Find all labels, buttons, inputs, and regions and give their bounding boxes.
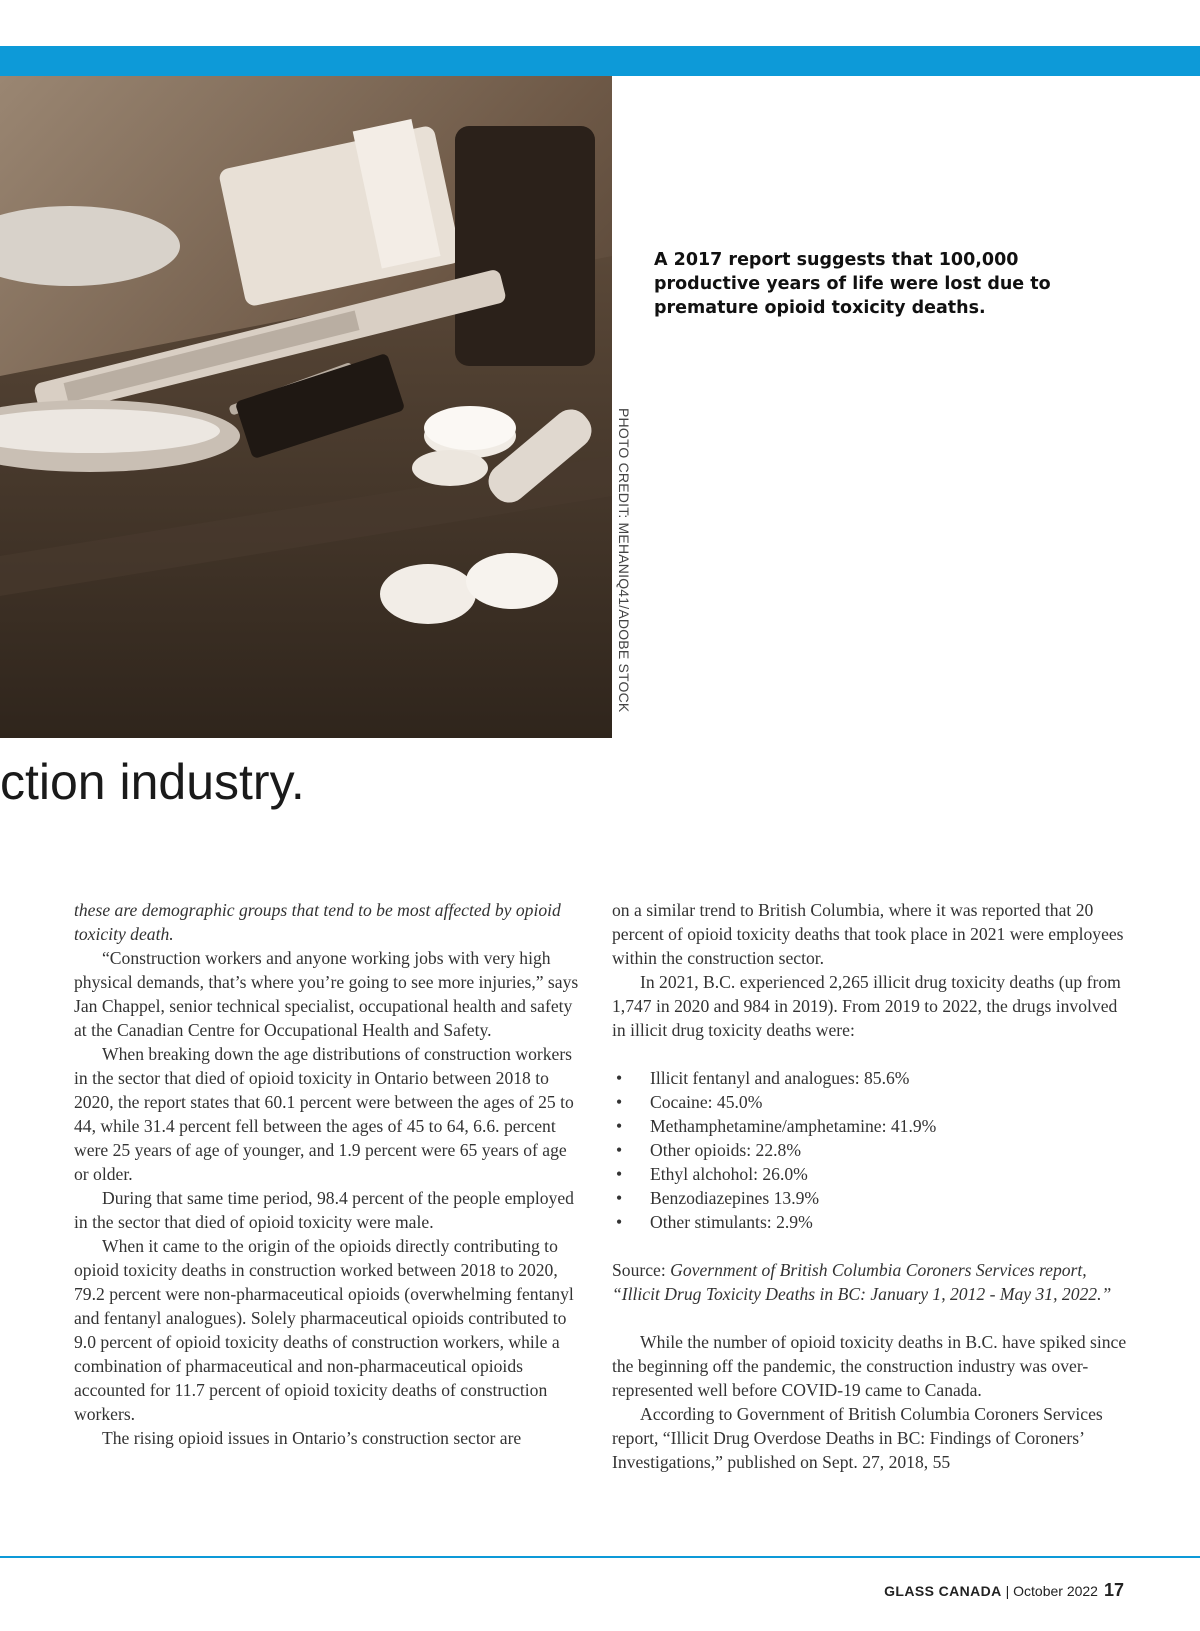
photo-credit: PHOTO CREDIT: MEHANIQ41/ADOBE STOCK [616,408,632,713]
footer-rule [0,1556,1200,1558]
source-label: Source: [612,1260,671,1280]
article-column-left [74,898,584,1450]
bullet-icon: • [616,1212,623,1232]
page-number: 17 [1103,1580,1124,1600]
footer-separator: | [1001,1583,1014,1599]
issue-date: October 2022 [1013,1583,1098,1599]
paragraph: According to Government of British Columbia Coroners Services report, “Illicit Drug Overdose Deaths in BC: Findings of Coroners’ Investigations,” published on Sept. 27, 2018, 55 [612,1404,1103,1472]
article-column-right [612,898,1132,1474]
paragraph: During that same time period, 98.4 percent of the people employed in the sector that died of opioid toxicity were male. [74,1188,574,1232]
bullet-icon: • [616,1092,623,1112]
paragraph: In 2021, B.C. experienced 2,265 illicit drug toxicity deaths (up from 1,747 in 2020 and 984 in 2019). From 2019 to 2022, the drugs involved in illicit drug toxicity deaths were: [612,972,1121,1040]
list-item: • Methamphetamine/amphetamine: 41.9% [616,1116,937,1136]
page-footer [884,1580,1124,1601]
paragraph: these are demographic groups that tend to be most affected by opioid toxicity death. [74,900,561,944]
drug-list [612,1066,1132,1234]
paragraph: The rising opioid issues in Ontario’s construction sector are [102,1428,522,1448]
paragraph: “Construction workers and anyone working jobs with very high physical demands, that’s where you’re going to see more injuries,” says Jan Chappel, senior technical specialist, occupational health and safety at the Canadian Centre for Occupational Health and Safety. [74,948,579,1040]
photo-illustration [0,76,612,738]
list-item: • Ethyl alchohol: 26.0% [616,1164,808,1184]
publication-name: GLASS CANADA [884,1583,1002,1599]
bullet-icon: • [616,1164,623,1184]
paragraph: When it came to the origin of the opioids directly contributing to opioid toxicity deaths in construction worked between 2018 to 2020, 79.2 percent were non-pharmaceutical opioids (overwhelming fentanyl and fentanyl analogues). Solely pharmaceutical opioids contributed to 9.0 percent of opioid toxicity deaths of construction workers, while a combination of pharmaceutical and non-pharmaceutical opioids accounted for 11.7 percent of opioid toxicity deaths of construction workers. [74,1236,574,1424]
paragraph: While the number of opioid toxicity deaths in B.C. have spiked since the beginning off the pandemic, the construction industry was over-represented well before COVID-19 came to Canada. [612,1332,1127,1400]
list-item: • Benzodiazepines 13.9% [616,1188,820,1208]
list-item: • Cocaine: 45.0% [616,1092,763,1112]
pull-quote: A 2017 report suggests that 100,000 productive years of life were lost due to premature opioid toxicity deaths. [654,250,1051,318]
drug-paraphernalia-photo [0,76,612,738]
paragraph: When breaking down the age distributions of construction workers in the sector that died of opioid toxicity in Ontario between 2018 to 2020, the report states that 60.1 percent were between the ages of 25 to 44, while 31.4 percent fell between the ages of 45 to 64, 6.6. percent were 25 years of age of younger, and 1.9 percent were 65 years of age or older. [74,1044,574,1184]
list-item: • Other stimulants: 2.9% [616,1212,813,1232]
headline-fragment: ction industry. [0,754,305,810]
bullet-icon: • [616,1188,623,1208]
bullet-icon: • [616,1116,623,1136]
list-item: • Other opioids: 22.8% [616,1140,801,1160]
bullet-icon: • [616,1140,623,1160]
source-citation [612,1258,1132,1306]
bullet-icon: • [616,1068,623,1088]
paragraph: on a similar trend to British Columbia, where it was reported that 20 percent of opioid toxicity deaths that took place in 2021 were employees within the construction sector. [612,900,1124,968]
top-color-band [0,46,1200,76]
source-text: Government of British Columbia Coroners Services report, “Illicit Drug Toxicity Deaths in BC: January 1, 2012 - May 31, 2022.” [612,1260,1112,1304]
list-item: • Illicit fentanyl and analogues: 85.6% [616,1068,910,1088]
